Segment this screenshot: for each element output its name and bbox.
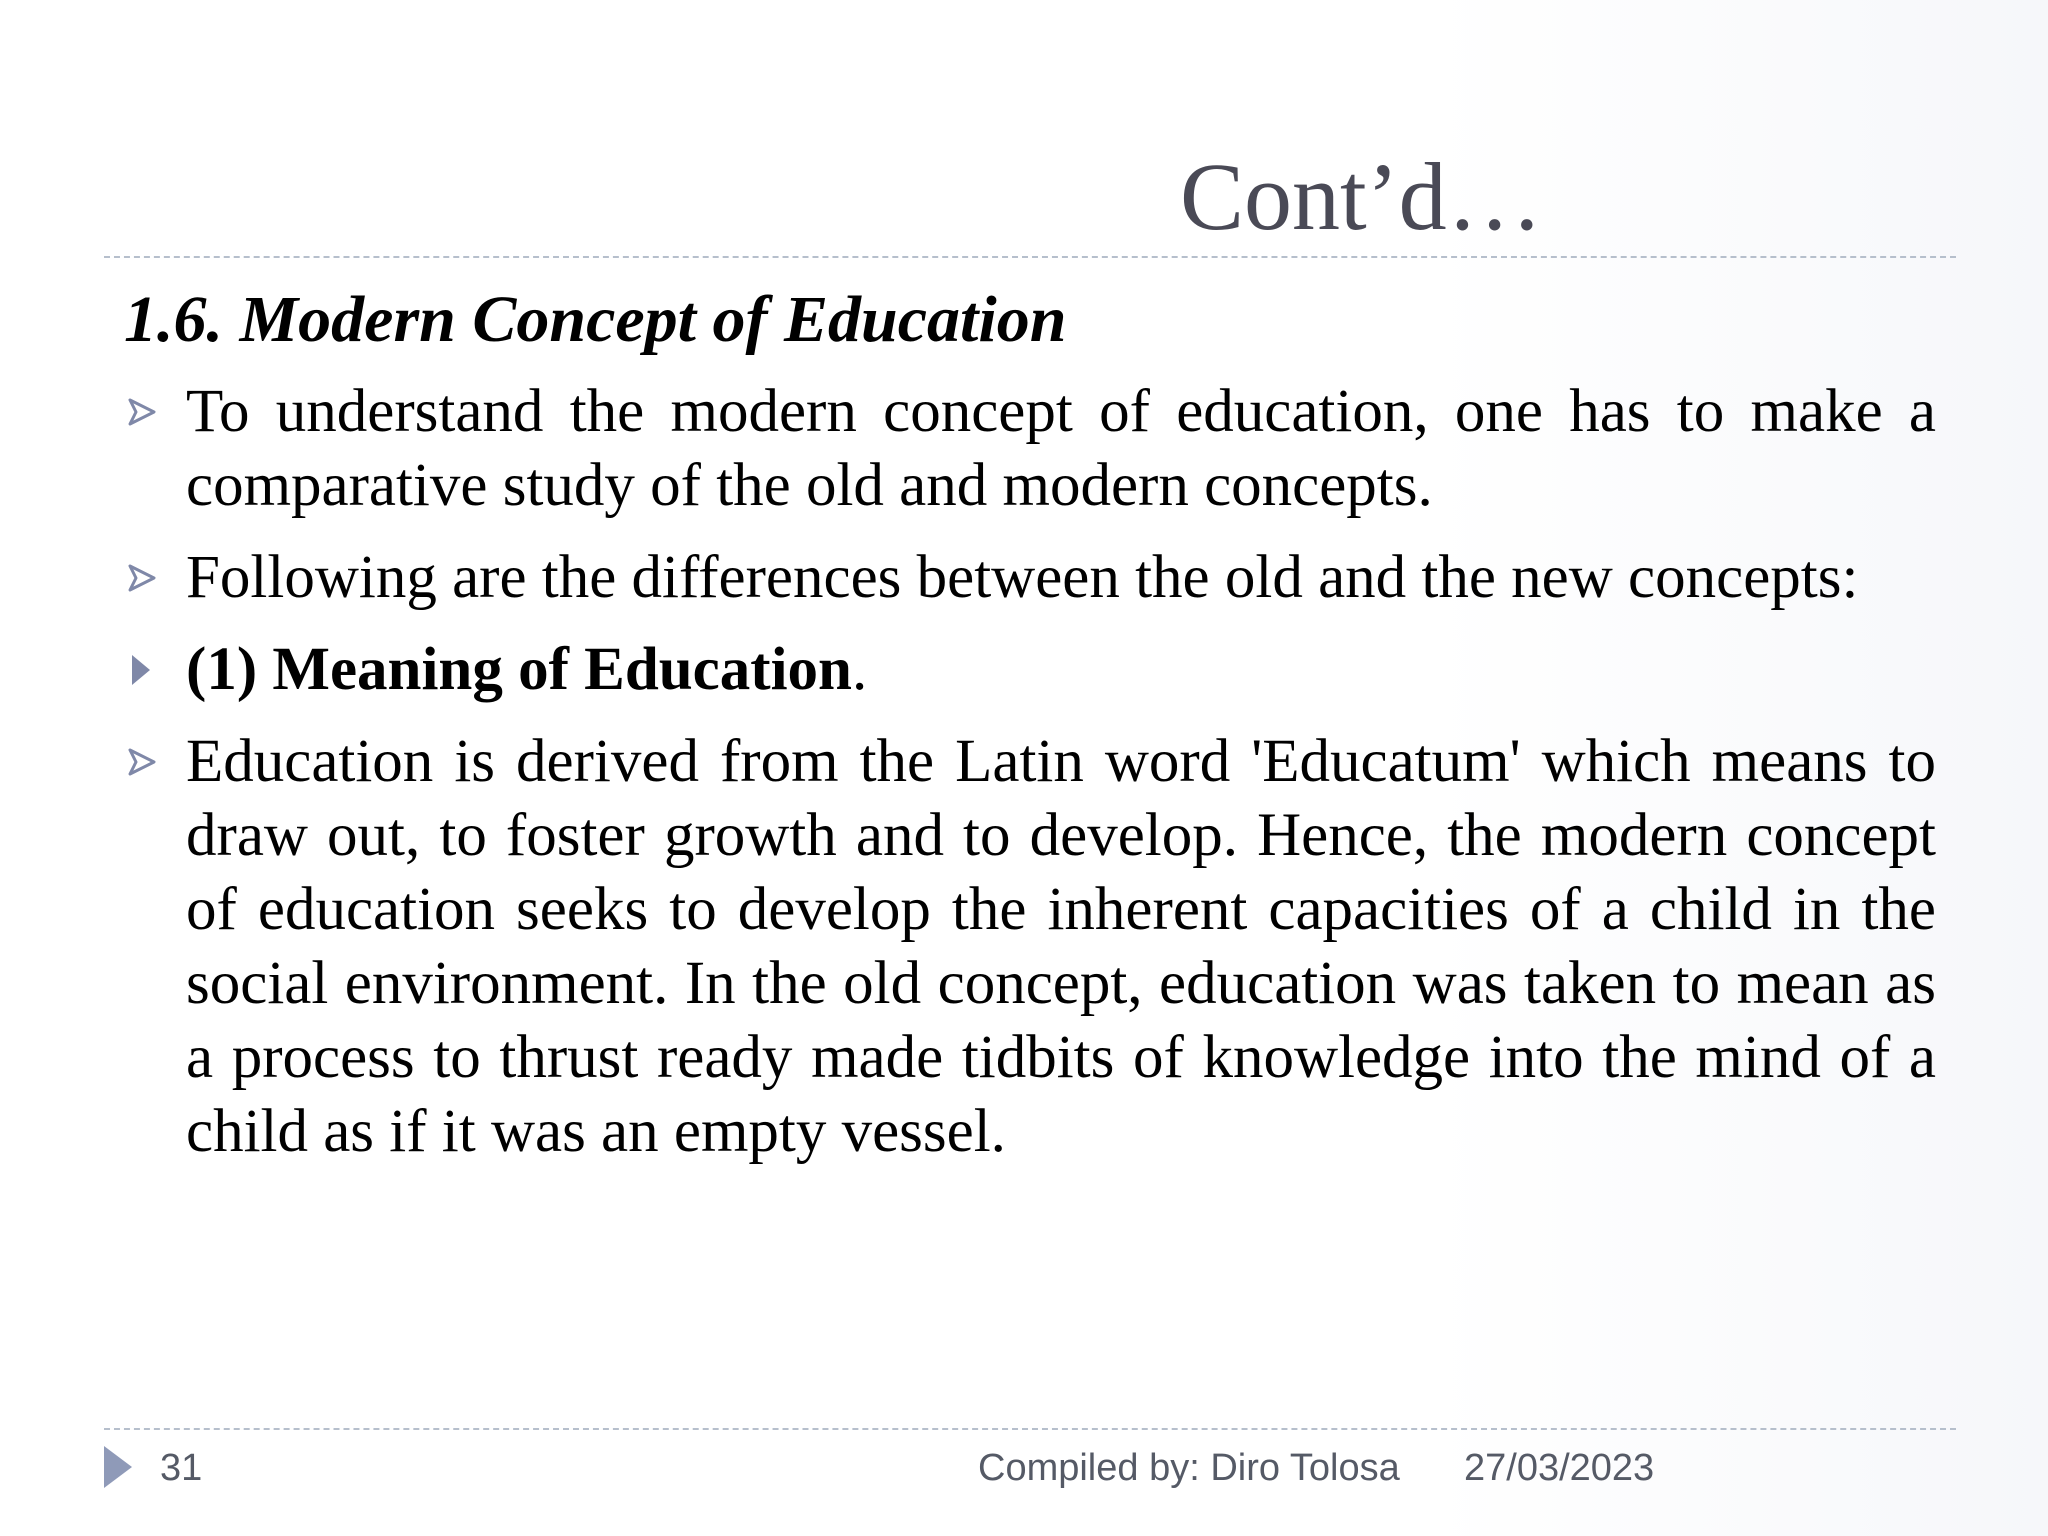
footer-date: 27/03/2023 (1464, 1447, 1655, 1489)
title-divider (104, 256, 1956, 258)
bullet-item (124, 725, 1936, 1169)
hollow-arrow-icon (124, 375, 164, 449)
bullet-item (124, 375, 1936, 523)
slide-title: Cont’d… (1180, 143, 1543, 250)
subheading-punctuation: . (851, 636, 868, 703)
bullet-item (124, 633, 1936, 707)
bullet-item (124, 541, 1936, 615)
bullet-text: To understand the modern concept of education, one has to make a comparative study of the old and modern concepts. (186, 378, 1936, 519)
footer-credit: Compiled by: Diro Tolosa (978, 1447, 1400, 1489)
bullet-text: Following are the differences between the old and the new concepts: (186, 544, 1859, 611)
bullet-list (124, 375, 1936, 1187)
page-number: 31 (160, 1447, 203, 1489)
section-heading: 1.6. Modern Concept of Education (124, 283, 1067, 356)
hollow-arrow-icon (124, 541, 164, 615)
bullet-text: Education is derived from the Latin word 'Educatum' which means to draw out, to foster growth and to develop. Hence, the modern concept of education seeks to develop the inherent capacities of a child in the social environment. In the old concept, education was taken to mean as a process to thrust ready made tidbits of knowledge into the mind of a child as if it was an empty vessel. (186, 728, 1936, 1165)
footer-triangle-icon (104, 1446, 132, 1488)
hollow-arrow-icon (124, 725, 164, 799)
solid-triangle-icon (124, 633, 164, 707)
bullet-text (186, 633, 1936, 707)
subheading-text: (1) Meaning of Education (186, 636, 852, 703)
footer-divider (104, 1428, 1956, 1430)
